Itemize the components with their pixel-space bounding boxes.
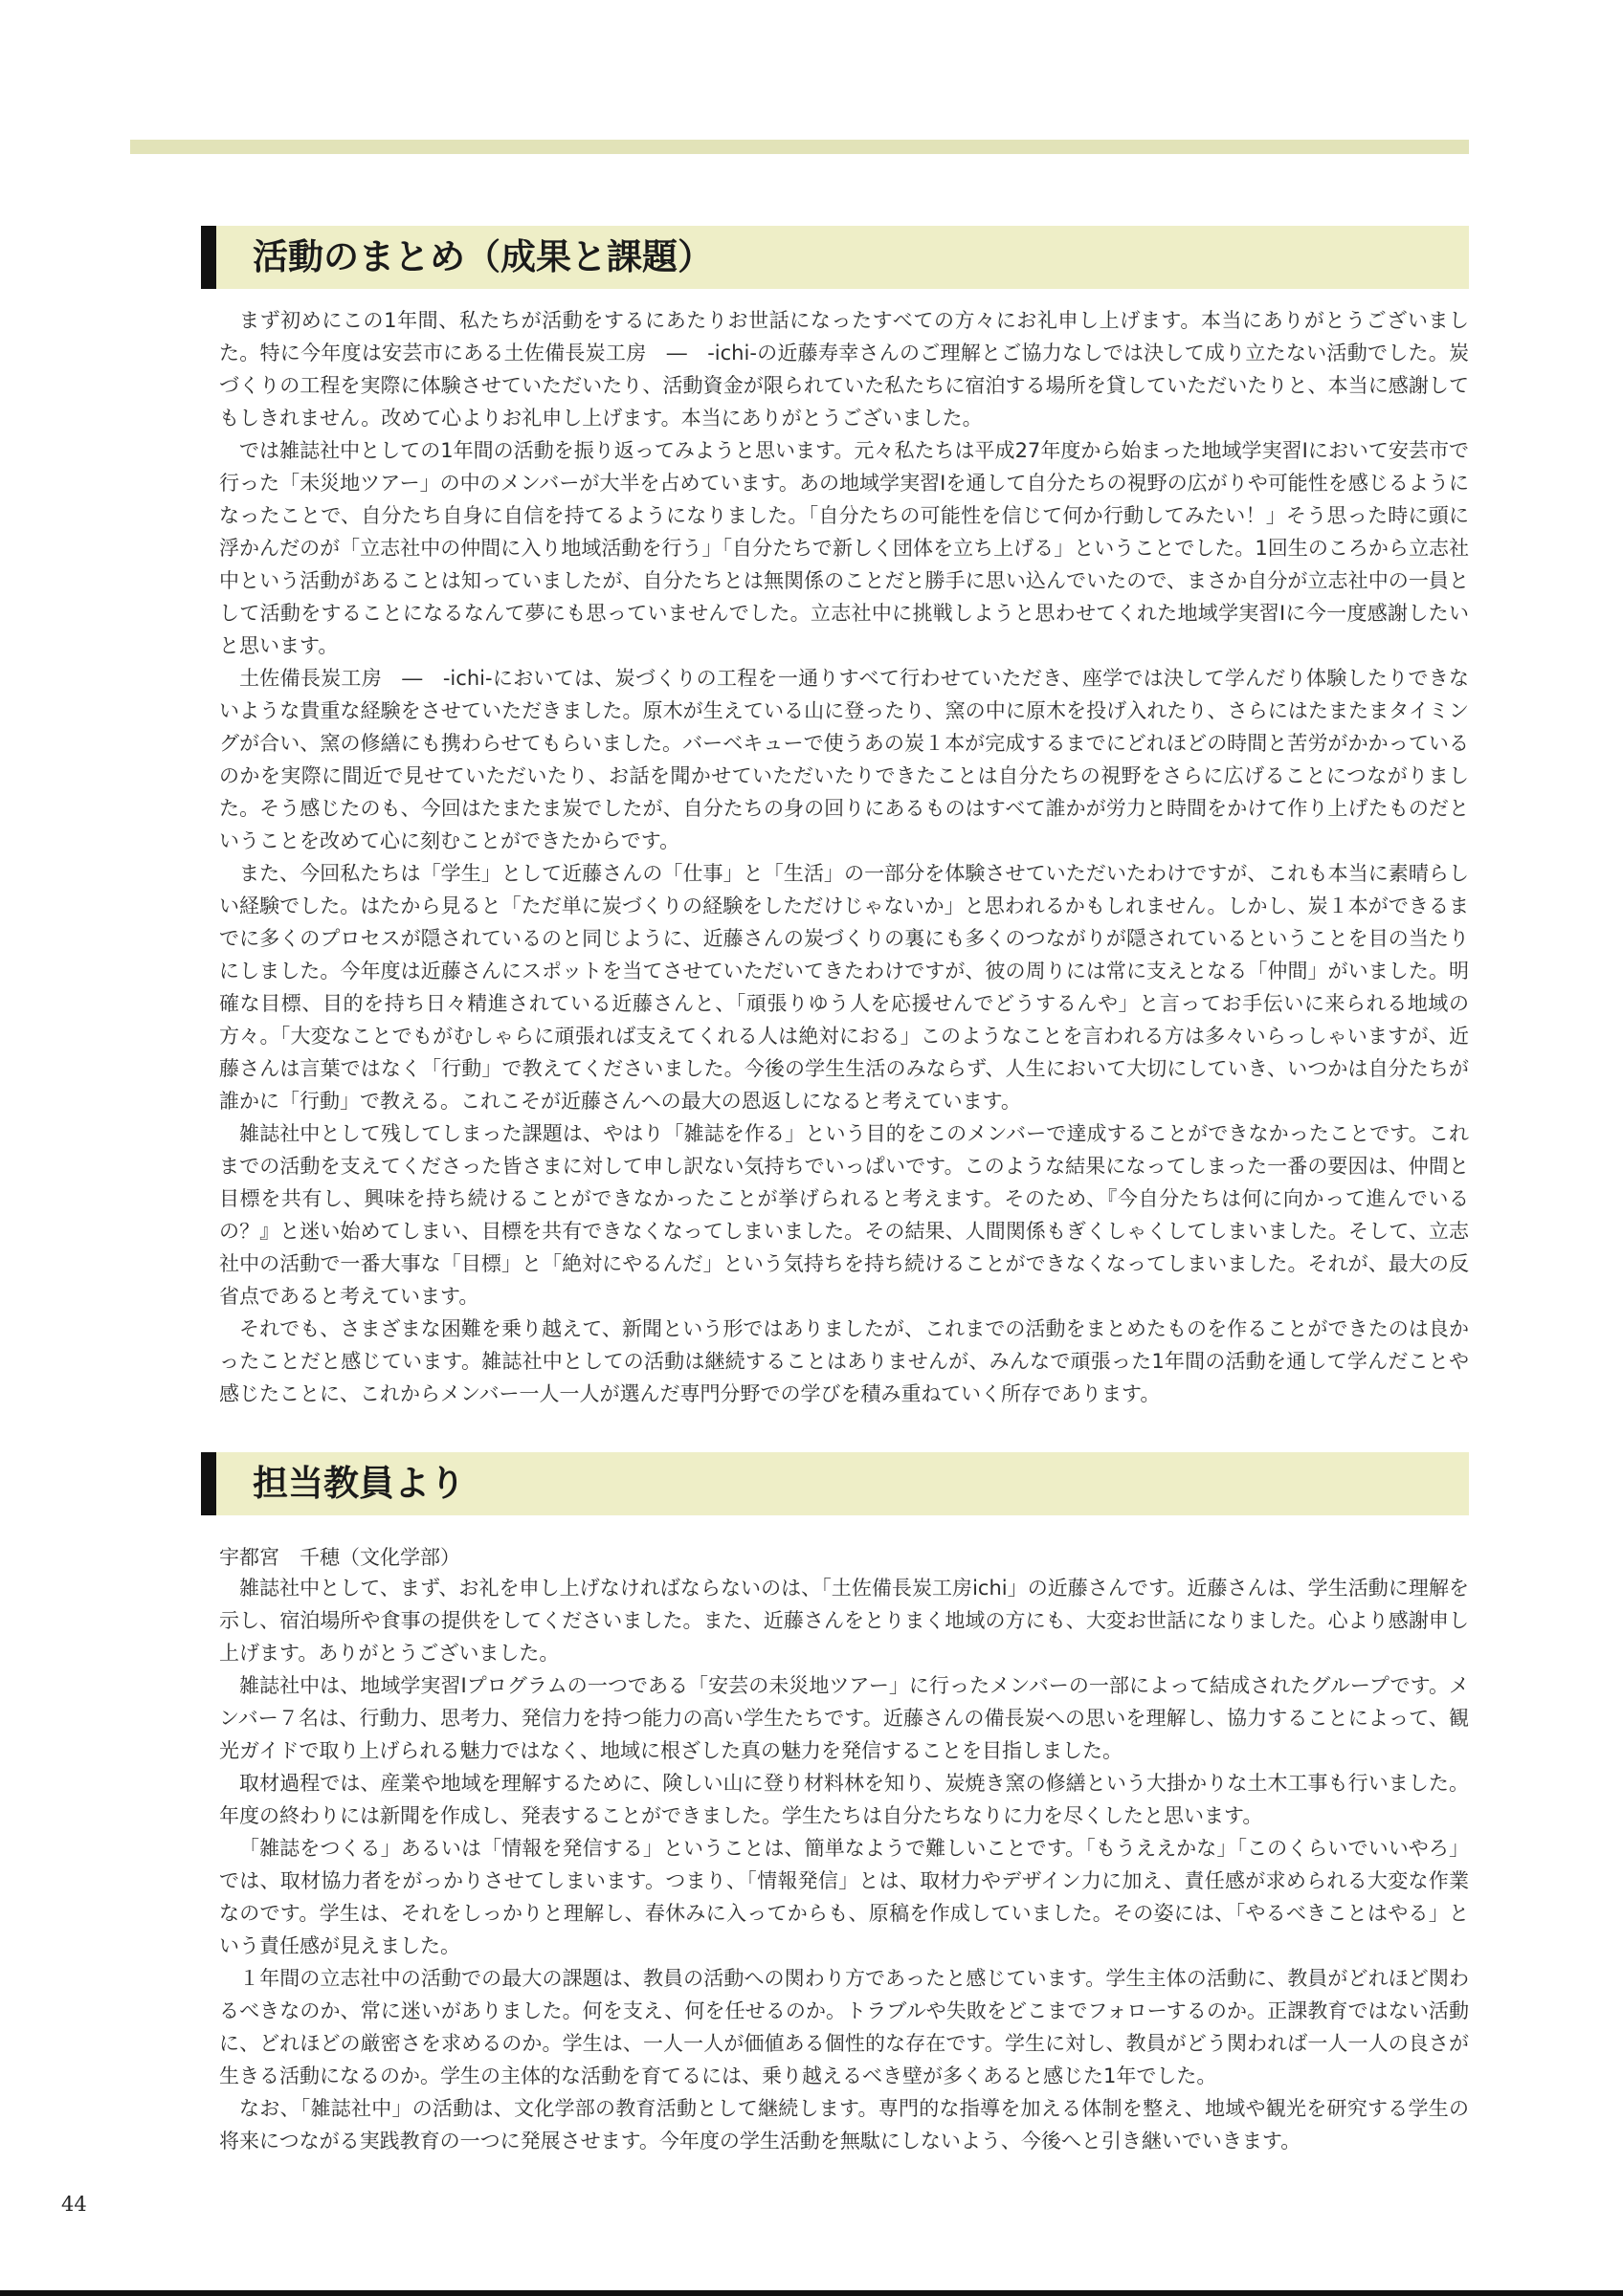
teacher-author: 宇都宮 千穂（文化学部） <box>219 1546 460 1569</box>
section-heading-summary <box>201 226 1469 289</box>
summary-paragraph: それでも、さまざまな困難を乗り越えて、新聞という形ではありましたが、これまでの活動をまとめたものを作ることができたのは良かったことだと感じています。雑誌社中としての活動は継続することはありませんが、みんなで頑張った1年間の活動を通して学んだことや感じたことに、これからメンバー一人一人が選んだ専門分野での学びを積み重ねていく所存であります。 <box>219 1317 1469 1405</box>
teacher-paragraph: 雑誌社中として、まず、お礼を申し上げなければならないのは、「土佐備長炭工房ichi」の近藤さんです。近藤さんは、学生活動に理解を示し、宿泊場所や食事の提供をしてくださいました。また、近藤さんをとりまく地域の方にも、大変お世話になりました。心より感謝申し上げます。ありがとうございました。 <box>219 1577 1469 1665</box>
top-decorative-bar <box>130 140 1469 154</box>
teacher-paragraph: 「雑誌をつくる」あるいは「情報を発信する」ということは、簡単なようで難しいことです。「もうええかな」「このくらいでいいやろ」では、取材協力者をがっかりさせてしまいます。つまり、「情報発信」とは、取材力やデザイン力に加え、責任感が求められる大変な作業なのです。学生は、それをしっかりと理解し、春休みに入ってからも、原稿を作成していました。その姿には、「やるべきことはやる」という責任感が見えました。 <box>219 1837 1469 1957</box>
section-title-teacher: 担当教員より <box>253 1463 465 1504</box>
section-title-summary: 活動のまとめ（成果と課題） <box>253 236 713 277</box>
bottom-rule <box>0 2290 1623 2296</box>
summary-paragraph: 土佐備長炭工房 ― -ichi-においては、炭づくりの工程を一通りすべて行わせていただき、座学では決して学んだり体験したりできないような貴重な経験をさせていただきました。原木が生えている山に登ったり、窯の中に原木を投げ入れたり、さらにはたまたまタイミングが合い、窯の修繕にも携わらせてもらいました。バーベキューで使うあの炭１本が完成するまでにどれほどの時間と苦労がかかっているのかを実際に間近で見せていただいたり、お話を聞かせていただいたりできたことは自分たちの視野をさらに広げることにつながりました。そう感じたのも、今回はたまたま炭でしたが、自分たちの身の回りにあるものはすべて誰かが労力と時間をかけて作り上げたものだということを改めて心に刻むことができたからです。 <box>219 667 1469 852</box>
summary-paragraph: では雑誌社中としての1年間の活動を振り返ってみようと思います。元々私たちは平成27年度から始まった地域学実習Ⅰにおいて安芸市で行った「未災地ツアー」の中のメンバーが大半を占めています。あの地域学実習Ⅰを通して自分たちの視野の広がりや可能性を感じるようになったことで、自分たち自身に自信を持てるようになりました。「自分たちの可能性を信じて何か行動してみたい！」そう思った時に頭に浮かんだのが「立志社中の仲間に入り地域活動を行う」「自分たちで新しく団体を立ち上げる」ということでした。1回生のころから立志社中という活動があることは知っていましたが、自分たちとは無関係のことだと勝手に思い込んでいたので、まさか自分が立志社中の一員として活動をすることになるなんて夢にも思っていませんでした。立志社中に挑戦しようと思わせてくれた地域学実習Ⅰに今一度感謝したいと思います。 <box>219 439 1469 657</box>
teacher-paragraph: 雑誌社中は、地域学実習Ⅰプログラムの一つである「安芸の未災地ツアー」に行ったメンバーの一部によって結成されたグループです。メンバー７名は、行動力、思考力、発信力を持つ能力の高い学生たちです。近藤さんの備長炭への思いを理解し、協力することによって、観光ガイドで取り上げられる魅力ではなく、地域に根ざした真の魅力を発信することを目指しました。 <box>219 1674 1469 1762</box>
page-number: 44 <box>61 2193 87 2216</box>
summary-body <box>219 304 1469 1410</box>
teacher-paragraph: １年間の立志社中の活動での最大の課題は、教員の活動への関わり方であったと感じています。学生主体の活動に、教員がどれほど関わるべきなのか、常に迷いがありました。何を支え、何を任せるのか。トラブルや失敗をどこまでフォローするのか。正課教育ではない活動に、どれほどの厳密さを求めるのか。学生は、一人一人が価値ある個性的な存在です。学生に対し、教員がどう関われば一人一人の良さが生きる活動になるのか。学生の主体的な活動を育てるには、乗り越えるべき壁が多くあると感じた1年でした。 <box>219 1967 1469 2087</box>
teacher-body <box>219 1572 1469 2157</box>
section-heading-teacher <box>201 1452 1469 1515</box>
summary-paragraph: また、今回私たちは「学生」として近藤さんの「仕事」と「生活」の一部分を体験させていただいたわけですが、これも本当に素晴らしい経験でした。はたから見ると「ただ単に炭づくりの経験をしただけじゃないか」と思われるかもしれません。しかし、炭１本ができるまでに多くのプロセスが隠されているのと同じように、近藤さんの炭づくりの裏にも多くのつながりが隠されているということを目の当たりにしました。今年度は近藤さんにスポットを当てさせていただいてきたわけですが、彼の周りには常に支えとなる「仲間」がいました。明確な目標、目的を持ち日々精進されている近藤さんと、「頑張りゆう人を応援せんでどうするんや」と言ってお手伝いに来られる地域の方々。「大変なことでもがむしゃらに頑張れば支えてくれる人は絶対におる」このようなことを言われる方は多々いらっしゃいますが、近藤さんは言葉ではなく「行動」で教えてくださいました。今後の学生生活のみならず、人生において大切にしていき、いつかは自分たちが誰かに「行動」で教える。これこそが近藤さんへの最大の恩返しになると考えています。 <box>219 862 1469 1113</box>
teacher-paragraph: なお、「雑誌社中」の活動は、文化学部の教育活動として継続します。専門的な指導を加える体制を整え、地域や観光を研究する学生の将来につながる実践教育の一つに発展させます。今年度の学生活動を無駄にしないよう、今後へと引き継いでいきます。 <box>219 2097 1469 2152</box>
summary-paragraph: まず初めにこの1年間、私たちが活動をするにあたりお世話になったすべての方々にお礼申し上げます。本当にありがとうございました。特に今年度は安芸市にある土佐備長炭工房 ― -ichi-の近藤寿幸さんのご理解とご協力なしでは決して成り立たない活動でした。炭づくりの工程を実際に体験させていただいたり、活動資金が限られていた私たちに宿泊する場所を貸していただいたりと、本当に感謝してもしきれません。改めて心よりお礼申し上げます。本当にありがとうございました。 <box>219 309 1469 430</box>
summary-paragraph: 雑誌社中として残してしまった課題は、やはり「雑誌を作る」という目的をこのメンバーで達成することができなかったことです。これまでの活動を支えてくださった皆さまに対して申し訳ない気持ちでいっぱいです。このような結果になってしまった一番の要因は、仲間と目標を共有し、興味を持ち続けることができなかったことが挙げられると考えます。そのため、『今自分たちは何に向かって進んでいるの？』と迷い始めてしまい、目標を共有できなくなってしまいました。その結果、人間関係もぎくしゃくしてしまいました。そして、立志社中の活動で一番大事な「目標」と「絶対にやるんだ」という気持ちを持ち続けることができなくなってしまいました。それが、最大の反省点であると考えています。 <box>219 1122 1469 1308</box>
teacher-paragraph: 取材過程では、産業や地域を理解するために、険しい山に登り材料林を知り、炭焼き窯の修繕という大掛かりな土木工事も行いました。年度の終わりには新聞を作成し、発表することができました。学生たちは自分たちなりに力を尽くしたと思います。 <box>219 1772 1469 1827</box>
